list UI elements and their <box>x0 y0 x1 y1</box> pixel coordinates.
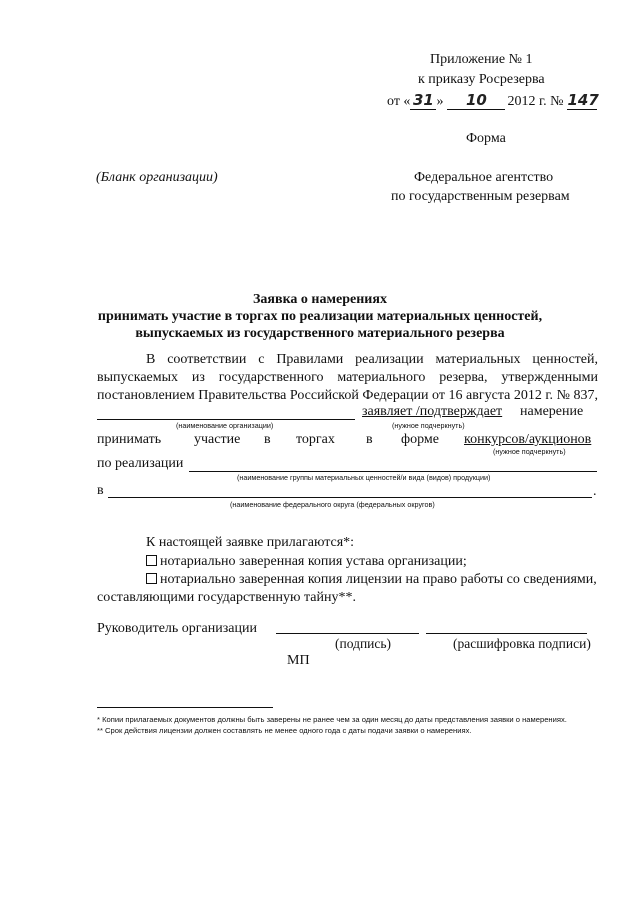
district-blank <box>108 497 592 498</box>
attachment-item-2 <box>146 572 597 588</box>
head-label: Руководитель организации <box>97 621 257 636</box>
hint-underline-2: (нужное подчеркнуть) <box>493 447 566 456</box>
order-date-line <box>387 91 597 110</box>
attachment-item-1-label: нотариально заверенная копия устава организации; <box>160 554 467 569</box>
district-in-label: в <box>97 483 104 498</box>
signature-blank <box>276 633 419 634</box>
hint-underline-1: (нужное подчеркнуть) <box>392 421 465 430</box>
paragraph-line-1: В соответствии с Правилами реализации материальных ценностей, <box>146 352 598 367</box>
date-month: 10 <box>447 91 505 110</box>
intention-text: намерение <box>520 404 584 419</box>
footnote-2: ** Срок действия лицензии должен составлять не менее одного года с даты подачи заявки о намерениях. <box>97 726 472 735</box>
date-mid: » <box>436 94 444 109</box>
title-line-2: принимать участие в торгах по реализации материальных ценностей, <box>97 309 543 324</box>
blank-label: (Бланк организации) <box>96 170 218 185</box>
signature-decode-blank <box>426 633 587 634</box>
org-name-blank <box>97 419 355 420</box>
recipient-line-2: по государственным резервам <box>391 189 570 204</box>
word-form: форме <box>401 432 439 447</box>
hint-group-name: (наименование группы материальных ценностей/и вида (видов) продукции) <box>237 473 491 482</box>
form-type: конкурсов/аукционов <box>464 432 592 447</box>
word-part: участие <box>194 432 241 447</box>
attachment-item-1 <box>146 554 467 570</box>
recipient-line-1: Федеральное агентство <box>414 170 554 185</box>
date-day: 31 <box>410 91 436 110</box>
date-prefix: от « <box>387 94 411 109</box>
attachments-heading: К настоящей заявке прилагаются*: <box>146 535 355 550</box>
realization-label: по реализации <box>97 456 184 471</box>
word-auctions: торгах <box>296 432 335 447</box>
attachment-item-2-cont: составляющими государственную тайну**. <box>97 590 356 605</box>
date-year: 2012 г. № <box>507 94 564 109</box>
attachment-item-2-label: нотариально заверенная копия лицензии на право работы со сведениями, <box>160 572 597 587</box>
decode-hint: (расшифровка подписи) <box>453 636 591 651</box>
title-line-3: выпускаемых из государственного материального резерва <box>135 326 505 341</box>
word-take: принимать <box>97 432 162 447</box>
declares-text: заявляет /подтверждает <box>362 404 503 419</box>
order-label: к приказу Росрезерва <box>418 72 545 87</box>
hint-district: (наименование федерального округа (федеральных округов) <box>230 500 435 509</box>
paragraph-line-3: постановлением Правительства Российской Федерации от 16 августа 2012 г. № 837, <box>97 388 598 403</box>
stamp-label: МП <box>287 653 310 668</box>
hint-org-name: (наименование организации) <box>176 421 274 430</box>
title-line-1: Заявка о намерениях <box>253 292 387 307</box>
attachment-2-checkbox[interactable] <box>146 573 157 584</box>
signature-hint: (подпись) <box>335 636 392 651</box>
order-number: 147 <box>567 91 599 109</box>
footnote-1: * Копии прилагаемых документов должны быть заверены не ранее чем за один месяц до даты представления заявки о намерениях. <box>97 715 567 724</box>
appendix-label: Приложение № 1 <box>430 52 533 67</box>
paragraph-line-2: выпускаемых из государственного материального резерва, утвержденными <box>97 370 598 385</box>
word-in-1: в <box>264 432 271 447</box>
form-label: Форма <box>466 131 506 146</box>
district-period: . <box>593 484 597 499</box>
footnote-separator <box>97 707 273 708</box>
word-in-2: в <box>366 432 373 447</box>
attachment-1-checkbox[interactable] <box>146 555 157 566</box>
group-name-blank <box>189 471 597 472</box>
